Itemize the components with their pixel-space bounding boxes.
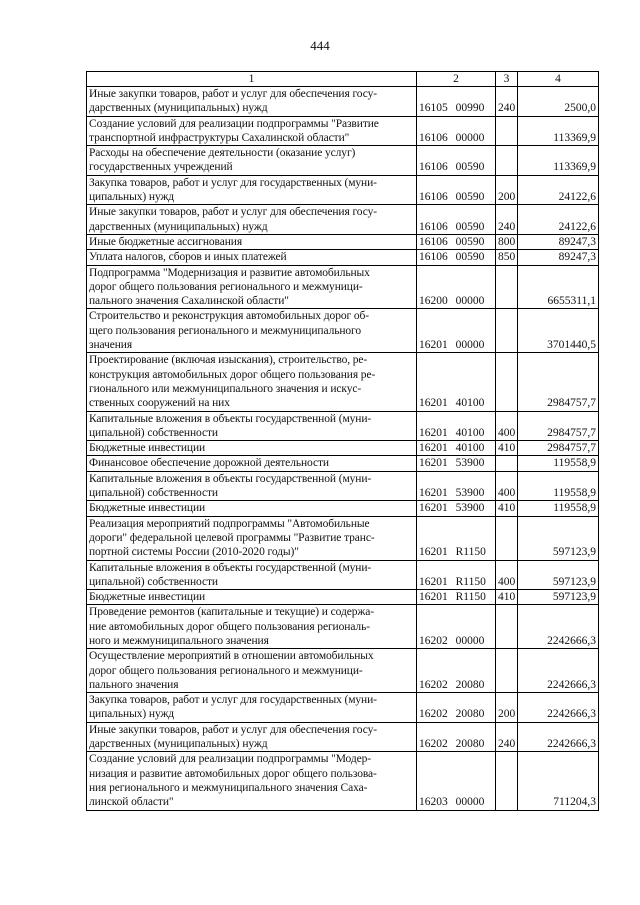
row-code: 16203 00000 <box>417 752 496 810</box>
row-description: Создание условий для реализации подпрограммы "Модер- низация и развитие автомобильных дорог общего пользова- ния регионального и межмуниципального значения Саха- линской области" <box>87 752 417 810</box>
row-description: Расходы на обеспечение деятельности (оказание услуг) государственных учреждений <box>87 146 417 176</box>
row-amount: 24122,6 <box>518 205 599 235</box>
table-row <box>87 234 599 249</box>
row-expense-type: 410 <box>496 590 518 605</box>
row-amount: 597123,9 <box>518 560 599 590</box>
row-description: Уплата налогов, сборов и иных платежей <box>87 250 417 265</box>
row-amount: 89247,3 <box>518 234 599 249</box>
column-header-description: 1 <box>87 72 417 87</box>
row-description: Закупка товаров, работ и услуг для государственных (муни- ципальных) нужд <box>87 693 417 723</box>
row-amount: 711204,3 <box>518 752 599 810</box>
row-amount: 24122,6 <box>518 175 599 205</box>
row-expense-type <box>496 146 518 176</box>
row-code: 16201 53900 <box>417 471 496 501</box>
row-code: 16201 40100 <box>417 441 496 456</box>
row-code: 16201 40100 <box>417 353 496 411</box>
row-description: Реализация мероприятий подпрограммы "Автомобильные дороги" федеральной целевой программы "Развитие транс- портной системы России (2010-2020 годы)" <box>87 516 417 560</box>
row-code: 16106 00590 <box>417 146 496 176</box>
row-expense-type: 200 <box>496 693 518 723</box>
row-amount: 2984757,7 <box>518 441 599 456</box>
table-row <box>87 87 599 117</box>
row-amount: 2500,0 <box>518 87 599 117</box>
row-expense-type <box>496 516 518 560</box>
row-description: Иные закупки товаров, работ и услуг для обеспечения госу- дарственных (муниципальных) нужд <box>87 87 417 117</box>
row-description: Проведение ремонтов (капитальные и текущие) и содержа- ние автомобильных дорог общего пользования региональ- ного и межмуниципального значения <box>87 605 417 649</box>
table-row <box>87 722 599 752</box>
row-description: Капитальные вложения в объекты государственной (муни- ципальной) собственности <box>87 560 417 590</box>
table-row <box>87 649 599 693</box>
row-expense-type <box>496 265 518 309</box>
row-description: Закупка товаров, работ и услуг для государственных (муни- ципальных) нужд <box>87 175 417 205</box>
row-amount: 119558,9 <box>518 501 599 516</box>
row-code: 16201 53900 <box>417 501 496 516</box>
row-code: 16106 00590 <box>417 234 496 249</box>
row-expense-type <box>496 649 518 693</box>
row-expense-type: 410 <box>496 441 518 456</box>
row-amount: 113369,9 <box>518 146 599 176</box>
row-code: 16200 00000 <box>417 265 496 309</box>
row-code: 16201 R1150 <box>417 516 496 560</box>
table-row <box>87 456 599 471</box>
row-code: 16106 00000 <box>417 116 496 146</box>
table-row <box>87 146 599 176</box>
table-row <box>87 250 599 265</box>
column-header-code: 2 <box>417 72 496 87</box>
row-code: 16201 R1150 <box>417 560 496 590</box>
row-description: Иные закупки товаров, работ и услуг для обеспечения госу- дарственных (муниципальных) нужд <box>87 722 417 752</box>
row-expense-type: 240 <box>496 722 518 752</box>
row-expense-type <box>496 309 518 353</box>
row-amount: 119558,9 <box>518 471 599 501</box>
table-row <box>87 605 599 649</box>
row-description: Иные бюджетные ассигнования <box>87 234 417 249</box>
row-code: 16106 00590 <box>417 175 496 205</box>
row-expense-type: 240 <box>496 87 518 117</box>
table-row <box>87 205 599 235</box>
row-expense-type: 850 <box>496 250 518 265</box>
row-expense-type: 200 <box>496 175 518 205</box>
row-amount: 89247,3 <box>518 250 599 265</box>
row-amount: 6655311,1 <box>518 265 599 309</box>
row-amount: 2242666,3 <box>518 649 599 693</box>
table-row <box>87 116 599 146</box>
row-description: Бюджетные инвестиции <box>87 501 417 516</box>
row-amount: 2242666,3 <box>518 605 599 649</box>
table-row <box>87 411 599 441</box>
column-header-type: 3 <box>496 72 518 87</box>
row-code: 16106 00590 <box>417 205 496 235</box>
row-description: Иные закупки товаров, работ и услуг для обеспечения госу- дарственных (муниципальных) нужд <box>87 205 417 235</box>
row-expense-type <box>496 116 518 146</box>
row-description: Бюджетные инвестиции <box>87 590 417 605</box>
row-expense-type <box>496 605 518 649</box>
row-expense-type <box>496 456 518 471</box>
row-description: Проектирование (включая изыскания), строительство, ре- конструкция автомобильных дорог общего пользования ре- гионального или межмуниципального значения и искус- ственных сооружений на них <box>87 353 417 411</box>
table-row <box>87 309 599 353</box>
row-description: Строительство и реконструкция автомобильных дорог об- щего пользования регионального и межмуниципального значения <box>87 309 417 353</box>
row-description: Осуществление мероприятий в отношении автомобильных дорог общего пользования регионального и межмуници- пального значения <box>87 649 417 693</box>
table-row <box>87 353 599 411</box>
table-row <box>87 501 599 516</box>
row-amount: 2984757,7 <box>518 411 599 441</box>
row-expense-type: 400 <box>496 411 518 441</box>
row-amount: 113369,9 <box>518 116 599 146</box>
row-amount: 597123,9 <box>518 590 599 605</box>
row-code: 16202 20080 <box>417 649 496 693</box>
table-row <box>87 471 599 501</box>
table-row <box>87 752 599 810</box>
column-header-amount: 4 <box>518 72 599 87</box>
row-description: Создание условий для реализации подпрограммы "Развитие транспортной инфраструктуры Сахалинской области" <box>87 116 417 146</box>
row-expense-type: 800 <box>496 234 518 249</box>
row-description: Капитальные вложения в объекты государственной (муни- ципальной) собственности <box>87 471 417 501</box>
row-amount: 2984757,7 <box>518 353 599 411</box>
row-description: Подпрограмма "Модернизация и развитие автомобильных дорог общего пользования регионального и межмуници- пального значения Сахалинской области" <box>87 265 417 309</box>
table-row <box>87 265 599 309</box>
row-code: 16201 R1150 <box>417 590 496 605</box>
row-amount: 3701440,5 <box>518 309 599 353</box>
row-code: 16201 53900 <box>417 456 496 471</box>
row-expense-type: 400 <box>496 560 518 590</box>
table-body <box>87 87 599 811</box>
row-expense-type <box>496 752 518 810</box>
row-amount: 2242666,3 <box>518 722 599 752</box>
budget-table <box>86 71 599 811</box>
row-code: 16202 00000 <box>417 605 496 649</box>
table-row <box>87 693 599 723</box>
row-code: 16202 20080 <box>417 722 496 752</box>
header-row <box>87 72 599 87</box>
row-code: 16105 00990 <box>417 87 496 117</box>
row-expense-type: 400 <box>496 471 518 501</box>
row-expense-type <box>496 353 518 411</box>
row-code: 16202 20080 <box>417 693 496 723</box>
table-row <box>87 516 599 560</box>
table-row <box>87 590 599 605</box>
row-expense-type: 240 <box>496 205 518 235</box>
table-row <box>87 560 599 590</box>
table-header <box>87 72 599 87</box>
table-row <box>87 175 599 205</box>
row-description: Бюджетные инвестиции <box>87 441 417 456</box>
row-amount: 597123,9 <box>518 516 599 560</box>
row-description: Финансовое обеспечение дорожной деятельности <box>87 456 417 471</box>
row-description: Капитальные вложения в объекты государственной (муни- ципальной) собственности <box>87 411 417 441</box>
row-expense-type: 410 <box>496 501 518 516</box>
row-amount: 2242666,3 <box>518 693 599 723</box>
row-code: 16201 40100 <box>417 411 496 441</box>
row-code: 16106 00590 <box>417 250 496 265</box>
page-number: 444 <box>310 38 330 53</box>
table-row <box>87 441 599 456</box>
row-code: 16201 00000 <box>417 309 496 353</box>
row-amount: 119558,9 <box>518 456 599 471</box>
